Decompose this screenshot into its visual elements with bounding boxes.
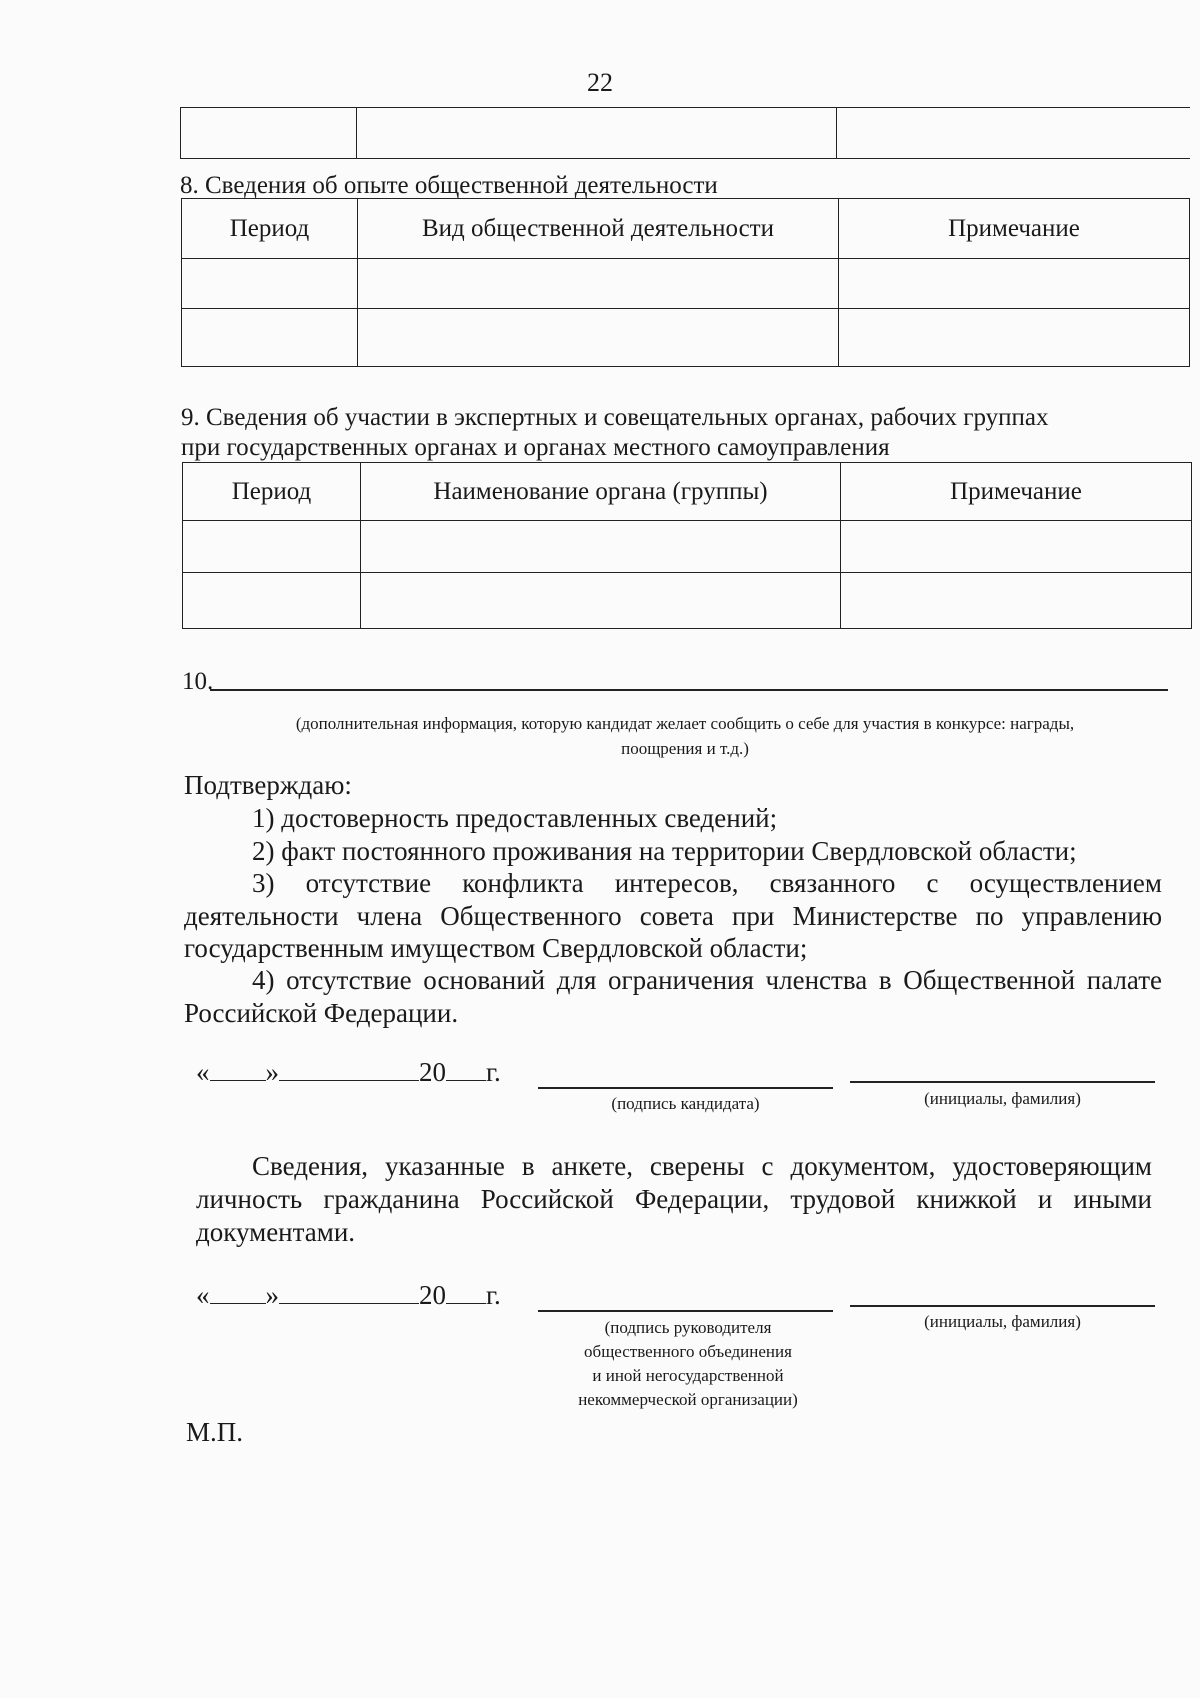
year-blank[interactable] [446,1058,486,1081]
confirm-item-4-line-1: 4) отсутствие оснований для ограничения членства в Общественной палате [252,965,1162,995]
table-header-row [182,199,1190,259]
day-blank[interactable] [210,1281,266,1304]
table-cell[interactable] [841,521,1192,573]
table-row [182,259,1190,309]
head-name-line[interactable] [850,1305,1155,1307]
open-quote: « [196,1280,210,1310]
verification-line-2: личность гражданина Российской Федерации, трудовой книжкой и иными [196,1184,1152,1214]
year-blank[interactable] [446,1281,486,1304]
section-9-title-line-1: 9. Сведения об участии в экспертных и совещательных органах, рабочих группах [181,404,1049,431]
candidate-name-line[interactable] [850,1081,1155,1083]
expert-bodies-table [182,462,1192,629]
month-blank[interactable] [279,1058,419,1081]
previous-table-fragment [180,107,1190,159]
year-prefix: 20 [419,1280,446,1310]
table-header-row [183,463,1192,521]
item-10-caption-line-2: поощрения и т.д.) [621,739,749,758]
head-signature-line[interactable] [538,1310,833,1312]
head-signature-caption-line-2: общественного объединения [584,1342,792,1361]
column-header-period: Период [182,199,358,259]
verification-line-3: документами. [196,1217,356,1247]
column-header-note: Примечание [839,199,1190,259]
table-cell[interactable] [839,309,1190,367]
column-header-body-name: Наименование органа (группы) [361,463,841,521]
page-number: 22 [587,68,613,97]
head-name-caption: (инициалы, фамилия) [924,1312,1081,1331]
table-cell[interactable] [358,259,839,309]
table-divider [836,108,837,158]
confirm-heading: Подтверждаю: [184,770,352,800]
table-cell[interactable] [182,259,358,309]
column-header-activity-type: Вид общественной деятельности [358,199,839,259]
additional-info-field[interactable] [210,689,1168,691]
head-date-field[interactable] [196,1280,501,1311]
table-row [183,573,1192,629]
confirm-item-3-line-3: государственным имуществом Свердловской области; [184,933,808,963]
confirm-item-2: 2) факт постоянного проживания на территории Свердловской области; [252,836,1077,866]
table-row [183,521,1192,573]
head-signature-caption-line-4: некоммерческой организации) [578,1390,798,1409]
table-cell[interactable] [358,309,839,367]
candidate-name-caption: (инициалы, фамилия) [924,1089,1081,1108]
confirm-item-4-line-2: Российской Федерации. [184,998,459,1028]
table-cell[interactable] [183,573,361,629]
head-signature-caption-line-3: и иной негосударственной [592,1366,784,1385]
item-10-number: 10. [182,668,214,695]
close-quote: » [265,1280,279,1310]
year-suffix: г. [486,1280,501,1310]
confirm-item-3-line-2: деятельности члена Общественного совета при Министерстве по управлению [184,901,1162,931]
year-suffix: г. [486,1057,501,1087]
item-10-caption-line-1: (дополнительная информация, которую кандидат желает сообщить о себе для участия в конкурсе: награды, [295,714,1075,733]
stamp-place-label: М.П. [186,1417,244,1447]
open-quote: « [196,1057,210,1087]
verification-line-1: Сведения, указанные в анкете, сверены с документом, удостоверяющим [252,1151,1152,1181]
table-cell[interactable] [361,521,841,573]
column-header-note: Примечание [841,463,1192,521]
table-cell[interactable] [361,573,841,629]
social-activity-table [181,198,1190,367]
confirm-item-1: 1) достоверность предоставленных сведений; [252,803,778,833]
close-quote: » [265,1057,279,1087]
section-8-title: 8. Сведения об опыте общественной деятельности [180,172,718,199]
table-divider [356,108,357,158]
confirm-item-3-line-1: 3) отсутствие конфликта интересов, связанного с осуществлением [252,868,1162,898]
table-cell[interactable] [182,309,358,367]
table-divider [180,108,181,158]
candidate-date-field[interactable] [196,1057,501,1088]
candidate-signature-caption: (подпись кандидата) [611,1094,760,1113]
section-9-title-line-2: при государственных органах и органах местного самоуправления [181,434,890,461]
head-signature-caption-line-1: (подпись руководителя [604,1318,772,1337]
table-cell[interactable] [841,573,1192,629]
table-row [182,309,1190,367]
day-blank[interactable] [210,1058,266,1081]
month-blank[interactable] [279,1281,419,1304]
column-header-period: Период [183,463,361,521]
table-cell[interactable] [839,259,1190,309]
candidate-signature-line[interactable] [538,1087,833,1089]
table-cell[interactable] [183,521,361,573]
year-prefix: 20 [419,1057,446,1087]
